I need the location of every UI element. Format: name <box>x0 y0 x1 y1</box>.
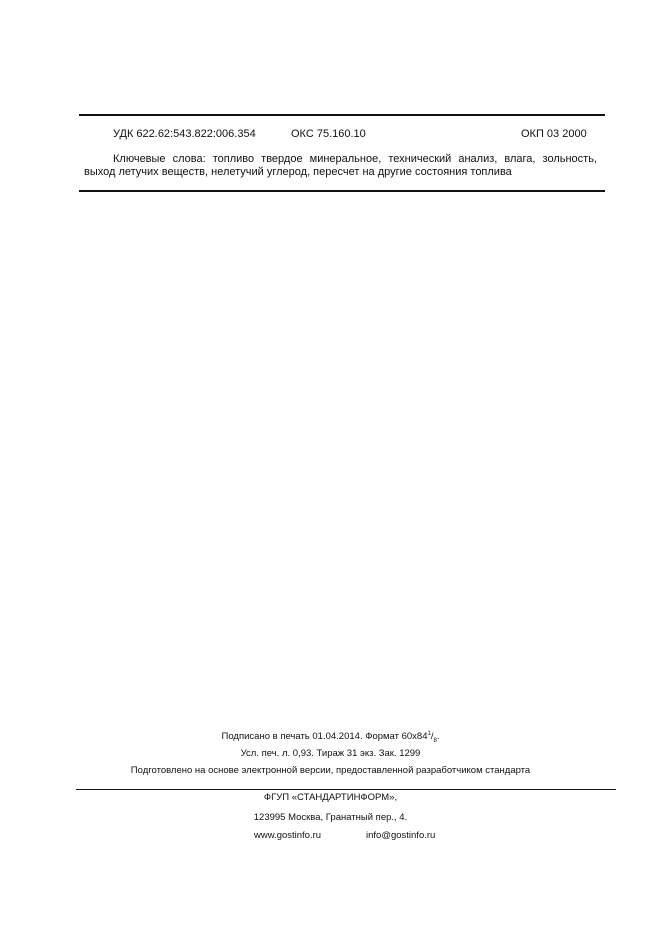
publisher-name: ФГУП «СТАНДАРТИНФОРМ», <box>263 792 398 803</box>
publisher-address: 123995 Москва, Гранатный пер., 4. <box>253 812 408 823</box>
imprint-divider <box>76 789 616 790</box>
email-link[interactable]: info@gostinfo.ru <box>366 830 436 841</box>
format-suffix: . <box>436 731 440 743</box>
udk-code: УДК 622.62:543.822:006.354 <box>113 128 256 140</box>
classification-codes <box>0 128 661 142</box>
bottom-rule <box>79 190 605 192</box>
signed-text: Подписано в печать 01.04.2014. Формат 60x84 <box>221 731 428 743</box>
format-numerator: 1 <box>427 731 431 737</box>
oks-code: ОКС 75.160.10 <box>291 128 366 140</box>
top-rule <box>79 114 605 116</box>
keywords-paragraph: Ключевые слова: топливо твердое минеральное, технический анализ, влага, зольность, выход летучих веществ, нелетучий углерод, пересчет на другие состояния топлива <box>84 153 597 178</box>
signed-for-print: Подписано в печать 01.04.2014. Формат $60x84^1/_8$. <box>221 731 440 745</box>
okp-code: ОКП 03 2000 <box>521 128 587 140</box>
prepared-note: Подготовлено на основе электронной версии, предоставленной разработчиком стандарта <box>130 765 531 776</box>
website-link[interactable]: www.gostinfo.ru <box>254 830 322 841</box>
format-denominator: 8 <box>433 738 437 745</box>
print-info: Усл. печ. л. 0,93. Тираж 31 экз. Зак. 1299 <box>240 748 421 759</box>
